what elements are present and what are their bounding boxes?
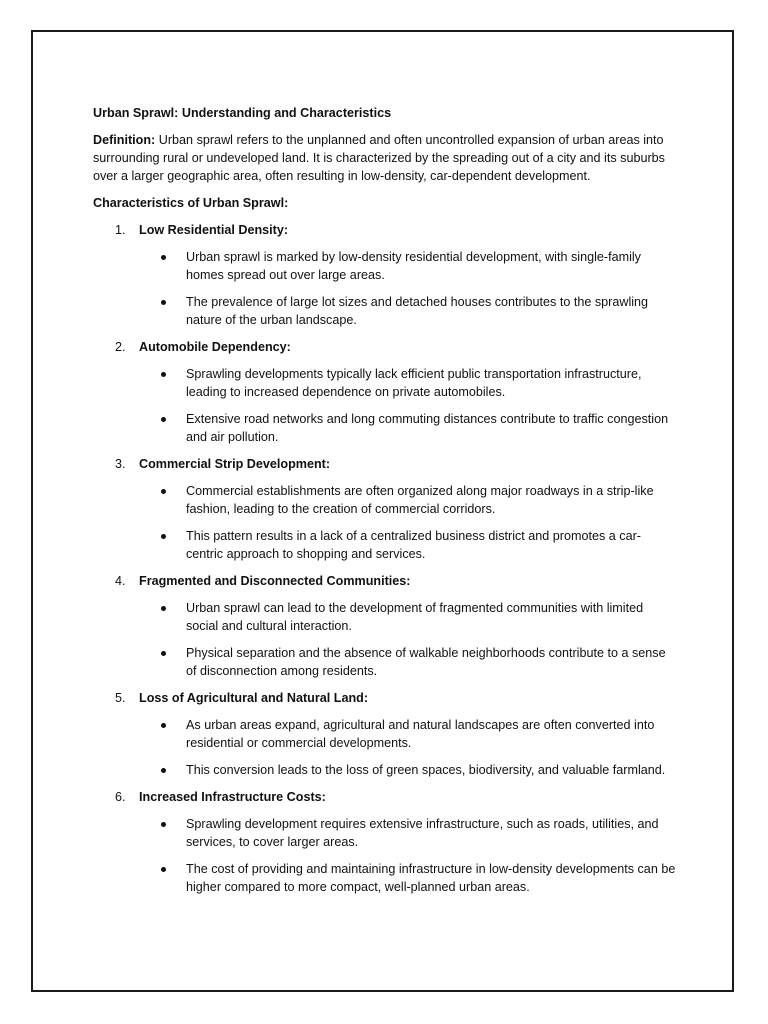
bullet-text: Urban sprawl is marked by low-density residential development, with single-family homes spread out over large areas. — [186, 250, 641, 282]
item-heading: Fragmented and Disconnected Communities: — [139, 574, 411, 588]
bullet-text: This pattern results in a lack of a centralized business district and promotes a car-centric approach to shopping and services. — [186, 529, 641, 561]
bullet-point — [93, 644, 683, 680]
bullet-point — [93, 410, 683, 446]
bullet-icon — [161, 300, 166, 305]
item-number: 1. — [115, 223, 126, 237]
bullet-point — [93, 761, 683, 779]
item-heading: Commercial Strip Development: — [139, 457, 331, 471]
document-title: Urban Sprawl: Understanding and Characteristics — [93, 106, 392, 120]
item-number: 4. — [115, 574, 126, 588]
definition-text: Urban sprawl refers to the unplanned and often uncontrolled expansion of urban areas into surrounding rural or undeveloped land. It is characterized by the spreading out of a city and its suburbs over a larger geographic area, often resulting in low-density, car-dependent development. — [93, 133, 665, 183]
bullet-icon — [161, 768, 166, 773]
bullet-text: This conversion leads to the loss of green spaces, biodiversity, and valuable farmland. — [186, 763, 666, 777]
item-number: 6. — [115, 790, 126, 804]
characteristics-list — [93, 221, 683, 896]
bullet-point — [93, 482, 683, 518]
item-heading-row — [93, 338, 683, 356]
list-item — [93, 788, 683, 896]
bullet-icon — [161, 255, 166, 260]
bullet-icon — [161, 606, 166, 611]
bullet-icon — [161, 534, 166, 539]
item-heading: Low Residential Density: — [139, 223, 289, 237]
bullet-text: As urban areas expand, agricultural and natural landscapes are often converted into residential or commercial developments. — [186, 718, 655, 750]
list-item — [93, 455, 683, 563]
item-heading-row — [93, 572, 683, 590]
bullet-icon — [161, 417, 166, 422]
document-body — [93, 104, 683, 905]
bullet-icon — [161, 822, 166, 827]
item-heading: Automobile Dependency: — [139, 340, 291, 354]
item-heading-row — [93, 455, 683, 473]
bullet-text: Extensive road networks and long commuting distances contribute to traffic congestion and air pollution. — [186, 412, 669, 444]
item-heading-row — [93, 221, 683, 239]
bullet-icon — [161, 867, 166, 872]
item-number: 2. — [115, 340, 126, 354]
item-number: 5. — [115, 691, 126, 705]
item-heading-row — [93, 788, 683, 806]
item-heading: Loss of Agricultural and Natural Land: — [139, 691, 369, 705]
bullet-text: Commercial establishments are often organized along major roadways in a strip-like fashion, leading to the creation of commercial corridors. — [186, 484, 654, 516]
list-item — [93, 689, 683, 779]
definition-paragraph — [93, 131, 683, 185]
list-item — [93, 338, 683, 446]
characteristics-heading: Characteristics of Urban Sprawl: — [93, 196, 289, 210]
bullet-point — [93, 860, 683, 896]
bullet-point — [93, 293, 683, 329]
bullet-icon — [161, 651, 166, 656]
definition-label: Definition: — [93, 133, 156, 147]
bullet-point — [93, 599, 683, 635]
list-item — [93, 572, 683, 680]
bullet-text: The cost of providing and maintaining infrastructure in low-density developments can be higher compared to more compact, well-planned urban areas. — [186, 862, 676, 894]
bullet-icon — [161, 723, 166, 728]
bullet-text: Sprawling developments typically lack efficient public transportation infrastructure, leading to increased dependence on private automobiles. — [186, 367, 642, 399]
bullet-point — [93, 527, 683, 563]
bullet-text: The prevalence of large lot sizes and detached houses contributes to the sprawling nature of the urban landscape. — [186, 295, 649, 327]
bullet-point — [93, 365, 683, 401]
bullet-point — [93, 248, 683, 284]
bullet-text: Sprawling development requires extensive infrastructure, such as roads, utilities, and services, to cover larger areas. — [186, 817, 659, 849]
item-heading: Increased Infrastructure Costs: — [139, 790, 326, 804]
bullet-point — [93, 815, 683, 851]
item-heading-row — [93, 689, 683, 707]
list-item — [93, 221, 683, 329]
bullet-text: Urban sprawl can lead to the development of fragmented communities with limited social and cultural interaction. — [186, 601, 644, 633]
bullet-point — [93, 716, 683, 752]
item-number: 3. — [115, 457, 126, 471]
bullet-icon — [161, 489, 166, 494]
bullet-icon — [161, 372, 166, 377]
bullet-text: Physical separation and the absence of walkable neighborhoods contribute to a sense of disconnection among residents. — [186, 646, 666, 678]
